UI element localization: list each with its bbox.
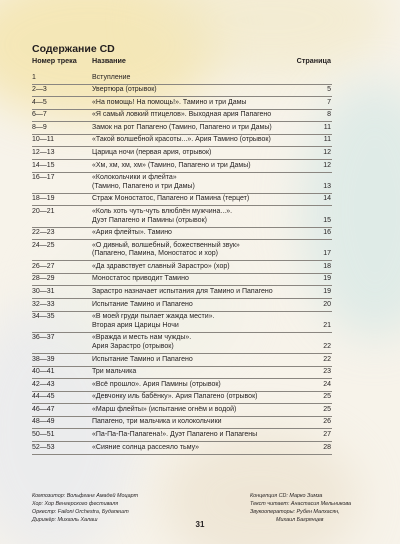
- track-page: 5: [327, 86, 331, 94]
- track-row: [32, 354, 332, 367]
- track-page: 27: [323, 431, 331, 439]
- credit-line: Оркестр: Failoni Orchestra, Будапешт: [32, 509, 129, 516]
- track-page: 28: [323, 443, 331, 451]
- track-title: [92, 86, 318, 95]
- track-page: 15: [323, 216, 331, 224]
- track-number: 12—13: [32, 149, 55, 157]
- track-title-line: Испытание Тамино и Папагено: [92, 355, 193, 363]
- track-row: [32, 135, 332, 148]
- track-title: [92, 195, 318, 204]
- track-title: [92, 301, 318, 310]
- track-row: [32, 72, 332, 85]
- track-page: 12: [323, 149, 331, 157]
- track-number: 24—25: [32, 241, 55, 249]
- track-title: [92, 99, 318, 108]
- track-title-line: Вторая ария Царицы Ночи: [92, 321, 179, 329]
- column-header-number: Номер трека: [32, 56, 77, 65]
- track-number: 20—21: [32, 207, 55, 215]
- column-header-name: Название: [92, 56, 126, 65]
- track-row: [32, 367, 332, 380]
- track-number: 8—9: [32, 123, 47, 131]
- track-title-line: Замок на рот Папагено (Тамино, Папагено и три Дамы): [92, 123, 272, 131]
- track-page: 21: [323, 321, 331, 329]
- track-title-line: «Вражда и месть нам чужды».: [92, 334, 192, 342]
- track-title: [92, 74, 318, 83]
- track-page: 20: [323, 300, 331, 308]
- track-title-line: Зарастро назначает испытания для Тамино и Папагено: [92, 288, 273, 296]
- track-row: [32, 404, 332, 417]
- track-row: [32, 274, 332, 287]
- track-number: 44—45: [32, 393, 55, 401]
- track-page: 12: [323, 161, 331, 169]
- track-number: 28—29: [32, 275, 55, 283]
- track-number: 14—15: [32, 161, 55, 169]
- track-title: [92, 275, 318, 284]
- track-title-line: Ария Зарастро (отрывок): [92, 342, 174, 350]
- credit-line: Хор: Хор Венгерского фестиваля: [32, 501, 119, 508]
- track-row: [32, 160, 332, 173]
- track-title-line: «О дивный, волшебный, божественный звук»: [92, 241, 240, 249]
- track-row: [32, 442, 332, 455]
- track-number: 46—47: [32, 405, 55, 413]
- track-page: 7: [327, 98, 331, 106]
- track-row: [32, 240, 332, 261]
- track-title-line: Страж Моностатос, Папагено и Памина (терцет): [92, 195, 250, 203]
- track-page: 13: [323, 182, 331, 190]
- track-title: [92, 136, 318, 145]
- column-header-page: Страница: [296, 56, 331, 65]
- track-row: [32, 206, 332, 227]
- track-row: [32, 312, 332, 333]
- track-page: 22: [323, 355, 331, 363]
- track-title-line: (Папагено, Памина, Моностатос и хор): [92, 250, 218, 258]
- track-title-line: «В моей груди пылает жажда мести».: [92, 313, 215, 321]
- track-number: 36—37: [32, 334, 55, 342]
- track-title-line: «Па-Па-Па-Папагена!». Дуэт Папагено и Папагены: [92, 431, 258, 439]
- track-title: [92, 444, 318, 453]
- track-title: [92, 162, 318, 171]
- track-title: [92, 288, 318, 297]
- credit-line: Концепция CD: Марко Зимза: [250, 493, 323, 499]
- page-title: Содержание CD: [32, 43, 115, 55]
- track-row: [32, 429, 332, 442]
- track-row: [32, 392, 332, 405]
- track-page: 26: [323, 418, 331, 426]
- track-page: 16: [323, 229, 331, 237]
- track-title-line: «Сияние солнца рассеяло тьму»: [92, 443, 200, 451]
- track-number: 2—3: [32, 86, 47, 94]
- credit-line: Текст читает: Анастасия Мельникова: [250, 501, 352, 508]
- track-page: 23: [323, 368, 331, 376]
- track-page: 14: [323, 195, 331, 203]
- track-title-line: Три мальчика: [92, 368, 137, 376]
- track-title: [92, 381, 318, 390]
- track-number: 1: [32, 73, 36, 81]
- credit-line: Дирижёр: Михаэль Халаш: [32, 517, 98, 524]
- track-title-line: «Такой волшебной красоты...». Ария Тамино (отрывок): [92, 136, 271, 144]
- credit-line: Композитор: Вольфганг Амадей Моцарт: [32, 493, 139, 499]
- track-title-line: «Да здравствует славный Зарастро» (хор): [92, 262, 230, 270]
- track-number: 50—51: [32, 431, 55, 439]
- track-title-line: «Ария флейты». Тамино: [92, 229, 172, 237]
- credit-line: Звукооператоры: Рубен Малхасян,: [250, 509, 340, 516]
- track-title-line: «Всё прошло». Ария Памины (отрывок): [92, 380, 221, 388]
- track-title-line: Моностатос приводит Тамино: [92, 275, 189, 283]
- track-number: 16—17: [32, 174, 55, 182]
- track-row: [32, 228, 332, 241]
- track-page: 19: [323, 275, 331, 283]
- track-title: [92, 356, 318, 365]
- track-title: [92, 406, 318, 415]
- track-title-line: Дуэт Папагено и Памины (отрывок): [92, 216, 207, 224]
- track-title: [92, 111, 318, 120]
- track-title: [92, 229, 318, 238]
- track-number: 52—53: [32, 443, 55, 451]
- track-title-line: «Хм, хм, хм, хм» (Тамино, Папагено и три Дамы): [92, 161, 251, 169]
- track-title: [92, 313, 318, 330]
- track-title-line: Папагено, три мальчика и колокольчики: [92, 418, 222, 426]
- track-row: [32, 299, 332, 312]
- track-row: [32, 286, 332, 299]
- track-title-line: «Коль хоть чуть-чуть влюблён мужчина...».: [92, 207, 233, 215]
- track-row: [32, 97, 332, 110]
- track-page: 19: [323, 288, 331, 296]
- track-number: 42—43: [32, 380, 55, 388]
- track-title-line: (Тамино, Папагено и три Дамы): [92, 182, 195, 190]
- track-title: [92, 124, 318, 133]
- track-title: [92, 208, 318, 225]
- track-title: [92, 263, 318, 272]
- track-number: 26—27: [32, 262, 55, 270]
- track-number: 10—11: [32, 136, 55, 144]
- track-title-line: «Я самый ловкий птицелов». Выходная ария Папагено: [92, 111, 272, 119]
- track-title: [92, 149, 318, 158]
- track-page: 17: [323, 250, 331, 258]
- track-title-line: Вступление: [92, 73, 131, 81]
- track-row: [32, 333, 332, 354]
- track-page: 11: [323, 136, 331, 144]
- track-title-line: «Колокольчики и флейта»: [92, 174, 177, 182]
- track-number: 4—5: [32, 98, 47, 106]
- track-page: 22: [323, 342, 331, 350]
- track-page: 24: [323, 380, 331, 388]
- track-number: 18—19: [32, 195, 55, 203]
- track-title: [92, 242, 318, 259]
- track-page: 25: [323, 405, 331, 413]
- track-number: 38—39: [32, 355, 55, 363]
- track-title-line: «Марш флейты» (испытание огнём и водой): [92, 405, 237, 413]
- track-title-line: Испытание Тамино и Папагено: [92, 300, 193, 308]
- track-row: [32, 379, 332, 392]
- track-title: [92, 431, 318, 440]
- track-number: 48—49: [32, 418, 55, 426]
- track-page: 8: [327, 111, 331, 119]
- track-row: [32, 122, 332, 135]
- track-row: [32, 110, 332, 123]
- track-number: 22—23: [32, 229, 55, 237]
- credit-line: Михаил Багрянцев: [276, 517, 324, 524]
- track-number: 6—7: [32, 111, 47, 119]
- track-number: 40—41: [32, 368, 55, 376]
- track-row: [32, 173, 332, 194]
- page-number: 31: [195, 520, 205, 529]
- track-title: [92, 393, 318, 402]
- track-title-line: «На помощь! На помощь!». Тамино и три Дамы: [92, 98, 247, 106]
- track-title: [92, 368, 318, 377]
- track-page: 18: [323, 262, 331, 270]
- track-list: [32, 72, 332, 455]
- track-page: 11: [323, 123, 331, 131]
- track-title: [92, 334, 318, 351]
- track-title-line: Царица ночи (первая ария, отрывок): [92, 149, 212, 157]
- track-row: [32, 194, 332, 207]
- track-row: [32, 261, 332, 274]
- track-title-line: Увертюра (отрывок): [92, 86, 157, 94]
- track-title: [92, 174, 318, 191]
- track-number: 34—35: [32, 313, 55, 321]
- track-number: 32—33: [32, 300, 55, 308]
- track-page: 25: [323, 393, 331, 401]
- track-row: [32, 417, 332, 430]
- track-row: [32, 147, 332, 160]
- track-row: [32, 85, 332, 98]
- track-title: [92, 418, 318, 427]
- track-number: 30—31: [32, 288, 55, 296]
- track-title-line: «Девчонку иль бабёнку». Ария Папагено (отрывок): [92, 393, 258, 401]
